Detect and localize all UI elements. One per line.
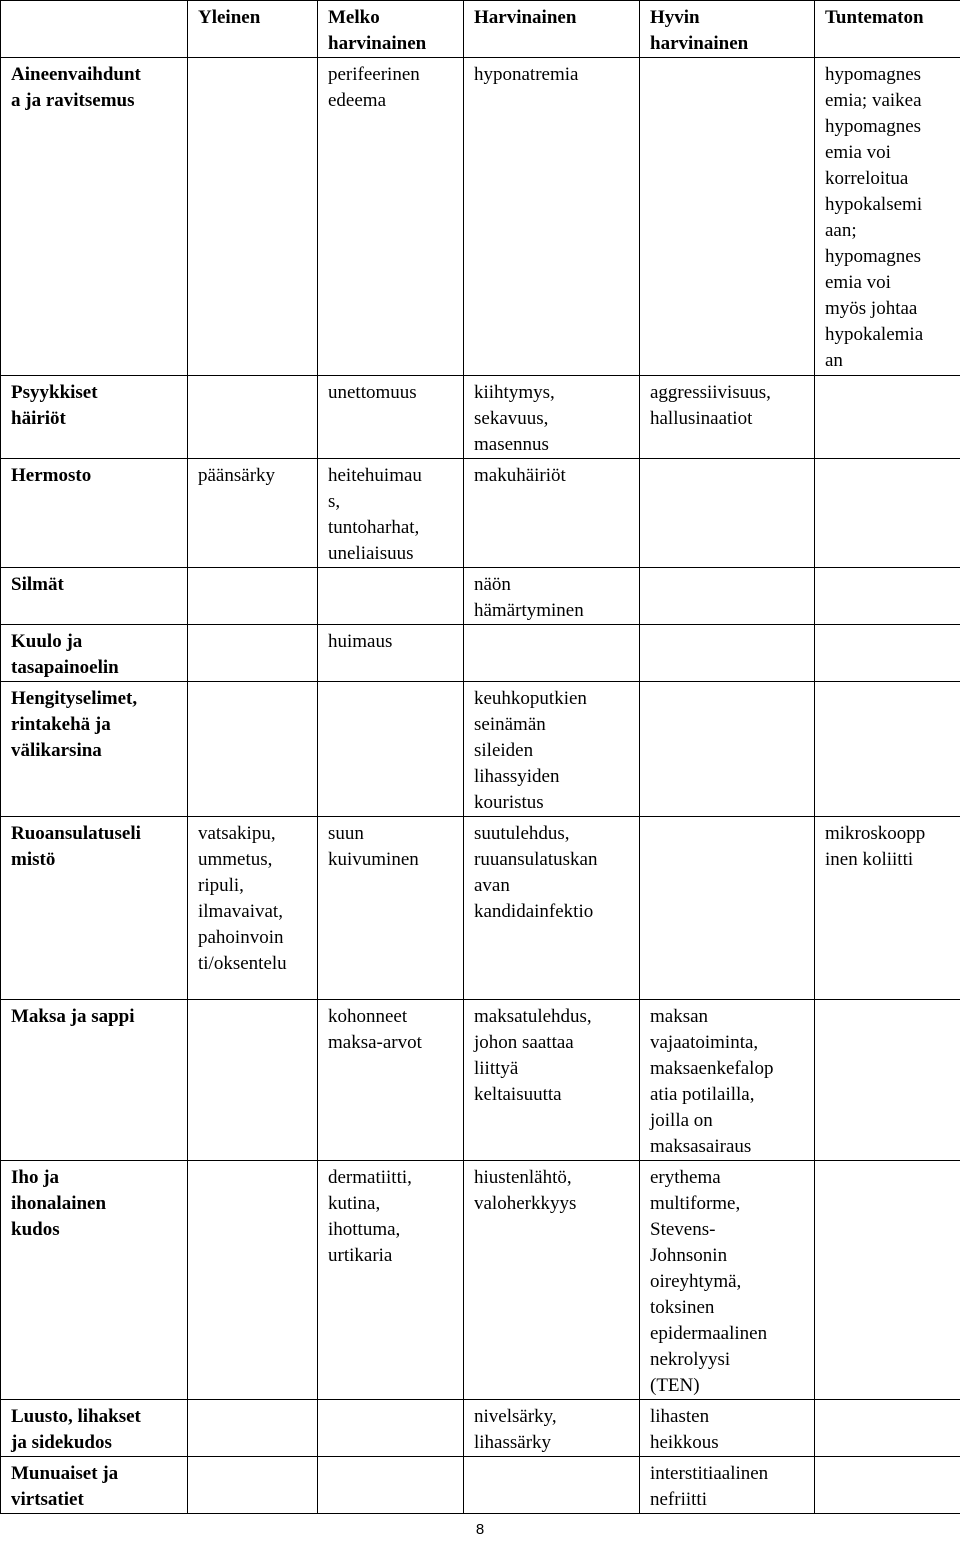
uncommon-cell (318, 1400, 464, 1457)
unknown-cell (815, 376, 960, 459)
table-row (1, 682, 960, 817)
organ-cell: Aineenvaihdunt a ja ravitsemus (1, 58, 188, 376)
table-row (1, 1400, 960, 1457)
organ-cell: Hengityselimet, rintakehä ja välikarsina (1, 682, 188, 817)
table-row (1, 58, 960, 376)
common-cell (188, 625, 318, 682)
common-cell (188, 682, 318, 817)
uncommon-cell (318, 682, 464, 817)
unknown-cell (815, 459, 960, 568)
organ-cell: Maksa ja sappi (1, 1000, 188, 1161)
table-row (1, 376, 960, 459)
unknown-cell (815, 1161, 960, 1400)
rare-cell: suutulehdus, ruuansulatuskan avan kandidainfektio (464, 817, 640, 1000)
unknown-cell (815, 1457, 960, 1514)
rare-cell (464, 625, 640, 682)
table-row (1, 568, 960, 625)
organ-cell: Silmät (1, 568, 188, 625)
common-cell (188, 376, 318, 459)
unknown-cell (815, 568, 960, 625)
unknown-cell (815, 682, 960, 817)
organ-cell: Hermosto (1, 459, 188, 568)
rare-cell (464, 1457, 640, 1514)
table-row (1, 1161, 960, 1400)
organ-cell: Iho ja ihonalainen kudos (1, 1161, 188, 1400)
organ-cell: Ruoansulatuseli mistö (1, 817, 188, 1000)
common-cell (188, 58, 318, 376)
table-row (1, 817, 960, 1000)
very-rare-cell: maksan vajaatoiminta, maksaenkefalop atia potilailla, joilla on maksasairaus (640, 1000, 815, 1161)
uncommon-cell (318, 568, 464, 625)
common-cell: päänsärky (188, 459, 318, 568)
organ-cell: Kuulo ja tasapainoelin (1, 625, 188, 682)
table-header-row (1, 1, 960, 58)
rare-cell: maksatulehdus, johon saattaa liittyä keltaisuutta (464, 1000, 640, 1161)
rare-cell: keuhkoputkien seinämän sileiden lihassyiden kouristus (464, 682, 640, 817)
rare-cell: makuhäiriöt (464, 459, 640, 568)
rare-cell: hyponatremia (464, 58, 640, 376)
rare-cell: hiustenlähtö, valoherkkyys (464, 1161, 640, 1400)
header-uncommon: Melko harvinainen (318, 1, 464, 58)
common-cell (188, 1457, 318, 1514)
common-cell (188, 1400, 318, 1457)
unknown-cell: mikroskoopp inen koliitti (815, 817, 960, 1000)
uncommon-cell: huimaus (318, 625, 464, 682)
page-number: 8 (475, 1521, 485, 1538)
table-row (1, 459, 960, 568)
header-unknown: Tuntematon (815, 1, 960, 58)
very-rare-cell (640, 682, 815, 817)
common-cell: vatsakipu, ummetus, ripuli, ilmavaivat, pahoinvoin ti/oksentelu (188, 817, 318, 1000)
header-common: Yleinen (188, 1, 318, 58)
very-rare-cell: interstitiaalinen nefriitti (640, 1457, 815, 1514)
table-row (1, 1000, 960, 1161)
organ-cell: Psyykkiset häiriöt (1, 376, 188, 459)
organ-cell: Munuaiset ja virtsatiet (1, 1457, 188, 1514)
very-rare-cell: aggressiivisuus, hallusinaatiot (640, 376, 815, 459)
header-very-rare: Hyvin harvinainen (640, 1, 815, 58)
very-rare-cell (640, 625, 815, 682)
organ-cell: Luusto, lihakset ja sidekudos (1, 1400, 188, 1457)
uncommon-cell: dermatiitti, kutina, ihottuma, urtikaria (318, 1161, 464, 1400)
unknown-cell (815, 1400, 960, 1457)
uncommon-cell: suun kuivuminen (318, 817, 464, 1000)
unknown-cell: hypomagnes emia; vaikea hypomagnes emia voi korreloitua hypokalsemi aan; hypomagnes emia voi myös johtaa hypokalemia an (815, 58, 960, 376)
uncommon-cell: perifeerinen edeema (318, 58, 464, 376)
uncommon-cell (318, 1457, 464, 1514)
table-row (1, 1457, 960, 1514)
very-rare-cell (640, 817, 815, 1000)
uncommon-cell: heitehuimau s, tuntoharhat, uneliaisuus (318, 459, 464, 568)
very-rare-cell (640, 568, 815, 625)
very-rare-cell: erythema multiforme, Stevens- Johnsonin oireyhtymä, toksinen epidermaalinen nekrolyysi (TEN) (640, 1161, 815, 1400)
very-rare-cell (640, 58, 815, 376)
unknown-cell (815, 1000, 960, 1161)
common-cell (188, 1161, 318, 1400)
rare-cell: kiihtymys, sekavuus, masennus (464, 376, 640, 459)
table-row (1, 625, 960, 682)
common-cell (188, 568, 318, 625)
common-cell (188, 1000, 318, 1161)
rare-cell: näön hämärtyminen (464, 568, 640, 625)
rare-cell: nivelsärky, lihassärky (464, 1400, 640, 1457)
very-rare-cell: lihasten heikkous (640, 1400, 815, 1457)
uncommon-cell: unettomuus (318, 376, 464, 459)
uncommon-cell: kohonneet maksa-arvot (318, 1000, 464, 1161)
very-rare-cell (640, 459, 815, 568)
header-organ (1, 1, 188, 58)
header-rare: Harvinainen (464, 1, 640, 58)
unknown-cell (815, 625, 960, 682)
